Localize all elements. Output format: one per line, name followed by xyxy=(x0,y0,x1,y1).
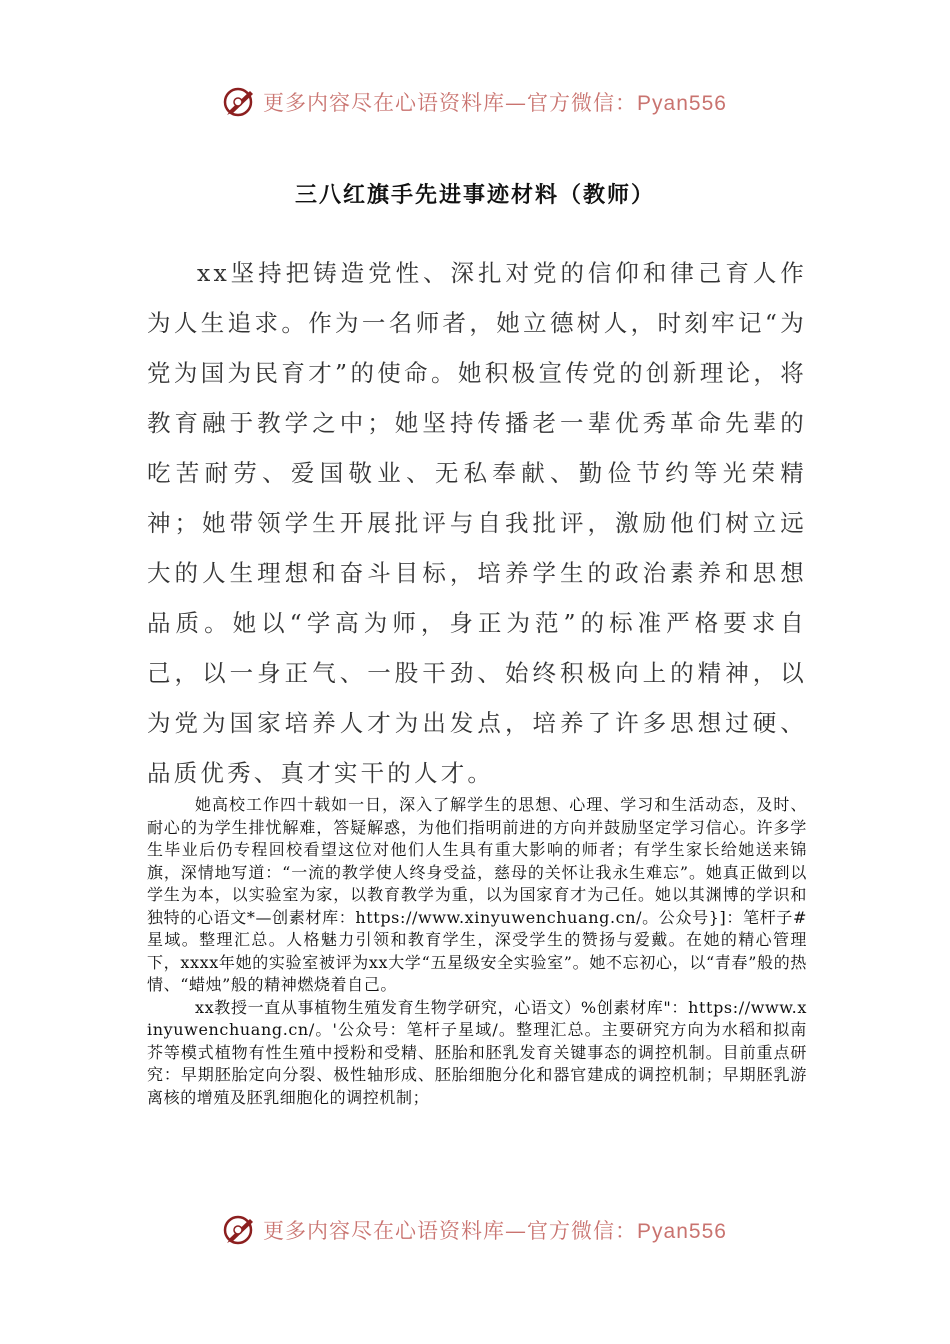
pen-logo-icon xyxy=(223,1213,257,1247)
document-title: 三八红旗手先进事迹材料（教师） xyxy=(294,182,655,208)
paragraph-3: xx教授一直从事植物生殖发育生物学研究，心语文）%创素材库"：https://www.xinyuwenchuang.cn/。'公众号：笔杆子星域/。整理汇总。主要研究方向为水稻和拟南芥等模式植物有性生殖中授粉和受精、胚胎和胚乳发育关键事态的调控机制。目前重点研究：早期胚胎定向分裂、极性轴形成、胚胎细胞分化和器官建成的调控机制；早期胚乳游离核的增殖及胚乳细胞化的调控机制； xyxy=(147,997,807,1107)
header-banner-wechat-id: Pyan556 xyxy=(637,92,727,115)
header-banner xyxy=(0,82,950,122)
footer-banner xyxy=(0,1210,950,1250)
footer-banner-text: 更多内容尽在心语资料库—官方微信：Pyan556 xyxy=(263,1219,727,1243)
pen-logo-icon xyxy=(223,85,257,119)
paragraph-1: xx坚持把铸造党性、深扎对党的信仰和律己育人作为人生追求。作为一名师者，她立德树人，时刻牢记“为党为国为民育才”的使命。她积极宣传党的创新理论，将教育融于教学之中；她坚持传播老一辈优秀革命先辈的吃苦耐劳、爱国敬业、无私奉献、勤俭节约等光荣精神；她带领学生开展批评与自我批评，激励他们树立远大的人生理想和奋斗目标，培养学生的政治素养和思想品质。她以“学高为师，身正为范”的标准严格要求自己，以一身正气、一股干劲、始终积极向上的精神，以为党为国家培养人才为出发点，培养了许多思想过硬、品质优秀、真才实干的人才。 xyxy=(147,259,807,787)
paragraph-2: 她高校工作四十载如一日，深入了解学生的思想、心理、学习和生活动态，及时、耐心的为学生排忧解难，答疑解惑，为他们指明前进的方向并鼓励坚定学习信心。许多学生毕业后仍专程回校看望这位对他们人生具有重大影响的师者；有学生家长给她送来锦旗，深情地写道：“一流的教学使人终身受益，慈母的关怀让我永生难忘”。她真正做到以学生为本，以实验室为家，以教育教学为重，以为国家育才为己任。她以其渊博的学识和独特的心语文*—创素材库：https://www.xinyuwenchuang.cn/。公众号}]：笔杆子#星域。整理汇总。人格魅力引领和教育学生，深受学生的赞扬与爱戴。在她的精心管理下，xxxx年她的实验室被评为xx大学“五星级安全实验室”。她不忘初心，以“青春”般的热情、“蜡烛”般的精神燃烧着自己。 xyxy=(147,795,807,994)
header-banner-text: 更多内容尽在心语资料库—官方微信：Pyan556 xyxy=(263,91,727,115)
footer-banner-wechat-id: Pyan556 xyxy=(637,1220,727,1243)
body-small-text xyxy=(147,794,807,1109)
